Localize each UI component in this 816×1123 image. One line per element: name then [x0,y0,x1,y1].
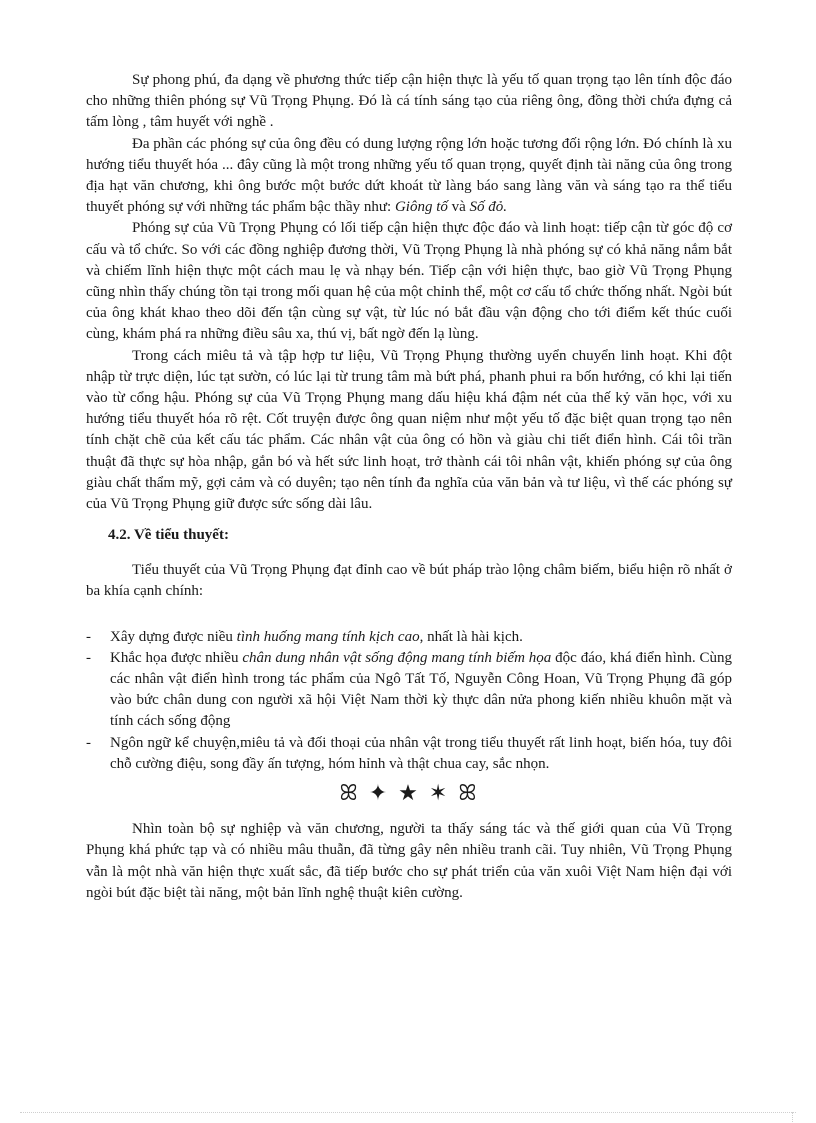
paragraph-approach: Sự phong phú, đa dạng về phương thức tiếp cận hiện thực là yếu tố quan trọng tạo lên tính độc đáo cho những thiên phóng sự Vũ Trọng Phụng. Đó là cá tính sáng tạo của riêng ông, đồng thời chứa đựng cả tấm lòng , tâm huyết với nghề . [86,72,732,131]
conjunction: và [447,199,470,216]
paragraph-novelization [86,134,732,219]
page-corner-mark [792,1112,794,1122]
paragraph-method: Trong cách miêu tả và tập hợp tư liệu, Vũ Trọng Phụng thường uyển chuyển linh hoạt. Khi đột nhập từ trực diện, lúc tạt sườn, có lúc lại từ trung tâm mà bứt phá, phanh phui ra bốn hướng, có khi lại tiến vào từ cổng hậu. Phóng sự của Vũ Trọng Phụng mang dấu hiệu khá đậm nét của thế kỷ văn học, với xu hướng tiểu thuyết hóa rõ rệt. Cốt truyện được ông quan niệm như một yếu tố đặc biệt quan trọng tạo nên tính chặt chẽ của kết cấu tác phẩm. Các nhân vật của ông có hồn và giàu chi tiết điển hình. Cái tôi trần thuật đã thực sự hòa nhập, gắn bó và hết sức linh hoạt, trở thành cái tôi nhân vật, khiến phóng sự của ông giàu chất thẩm mỹ, gợi cảm và có duyên; tạo nên tính đa nghĩa của văn bản và tư liệu, vì thế các phóng sự của Vũ Trọng Phụng giữ được sức sống dài lâu. [86,347,732,513]
list-item-text: Xây dựng được niều [110,628,237,645]
list-item-text: Ngôn ngữ kể chuyện,miêu tả và đối thoại của nhân vật trong tiểu thuyết rất linh hoạt, biến hóa, tuy đôi chỗ cường điệu, song đầy ấn tượng, hóm hỉnh và thật chua cay, sắc nhọn. [110,734,732,772]
bullet-dash: - [86,734,91,751]
list-item-text: Khắc họa được nhiều [110,649,243,666]
page-bottom-border [20,1112,796,1113]
section-heading: 4.2. Về tiểu thuyết: [108,527,229,544]
list-item-emphasis: tình huống mang tính kịch cao [236,628,420,645]
aspects-list [86,627,732,775]
title-so-do: Số đỏ. [469,199,508,216]
bullet-dash: - [86,649,91,666]
bullet-dash: - [86,628,91,645]
document-page [86,70,732,904]
list-item [86,733,732,775]
section-intro: Tiểu thuyết của Vũ Trọng Phụng đạt đỉnh cao về bút pháp trào lộng châm biếm, biểu hiện rõ nhất ở ba khía cạnh chính: [86,562,732,600]
paragraph-conclusion: Nhìn toàn bộ sự nghiệp và văn chương, người ta thấy sáng tác và thế giới quan của Vũ Trọng Phụng khá phức tạp và có nhiều mâu thuẫn, đã từng gây nên nhiều tranh cãi. Tuy nhiên, Vũ Trọng Phụng vẫn là một nhà văn hiện thực xuất sắc, đã tiếp bước cho sự phát triển của văn xuôi Việt Nam hiện đại với ngòi bút đặc biệt tài năng, một bản lĩnh nghệ thuật kiên cường. [86,821,732,901]
list-item [86,648,732,733]
paragraph-structure: Phóng sự của Vũ Trọng Phụng có lối tiếp cận hiện thực độc đáo và linh hoạt: tiếp cận từ góc độ cơ cấu và tổ chức. So với các đồng nghiệp đương thời, Vũ Trọng Phụng là nhà phóng sự có khả năng nắm bắt và chiếm lĩnh hiện thực một cách mau lẹ và nhạy bén. Tiếp cận với hiện thực, bao giờ Vũ Trọng Phụng cũng nhìn thấy chúng tồn tại trong mối quan hệ của một chỉnh thể, một cơ cấu tổ chức thống nhất. Ngòi bút của ông khát khao theo dõi đến tận cùng sự vật, từ lúc nó bắt đầu vận động cho tới điểm kết thúc cuối cùng, khám phá ra những điều sâu xa, thú vị, bất ngờ đến lạ lùng. [86,220,732,343]
list-item-text: , nhất là hài kịch. [419,628,523,645]
ornament-divider: ꕤ ✦ ★ ✶ ꕤ [339,781,479,807]
list-item-emphasis: chân dung nhân vật sống động mang tính biếm họa [242,649,552,666]
paragraph-novelization-text: Đa phần các phóng sự của ông đều có dung lượng rộng lớn hoặc tương đối rộng lớn. Đó chính là xu hướng tiểu thuyết hóa ... đây cũng là một trong những yếu tố quan trọng, quyết định tài năng của ông trong địa hạt văn chương, khi ông bước một bước dứt khoát từ làng báo sang làng văn và sáng tạo ra thể tiểu thuyết phóng sự với những tác phẩm bậc thầy như: [86,135,732,216]
list-item [86,627,732,648]
title-giong-to: Giông tố [394,199,448,216]
list-item-text: độc đáo, khá điển hình. Cùng các nhân vật điển hình trong tác phẩm của Ngô Tất Tố, Nguyễn Công Hoan, Vũ Trọng Phụng đã góp vào bức chân dung con người xã hội Việt Nam thời kỳ thực dân nửa phong kiến nhiều khuôn mặt và tính cách sống động [110,649,732,730]
